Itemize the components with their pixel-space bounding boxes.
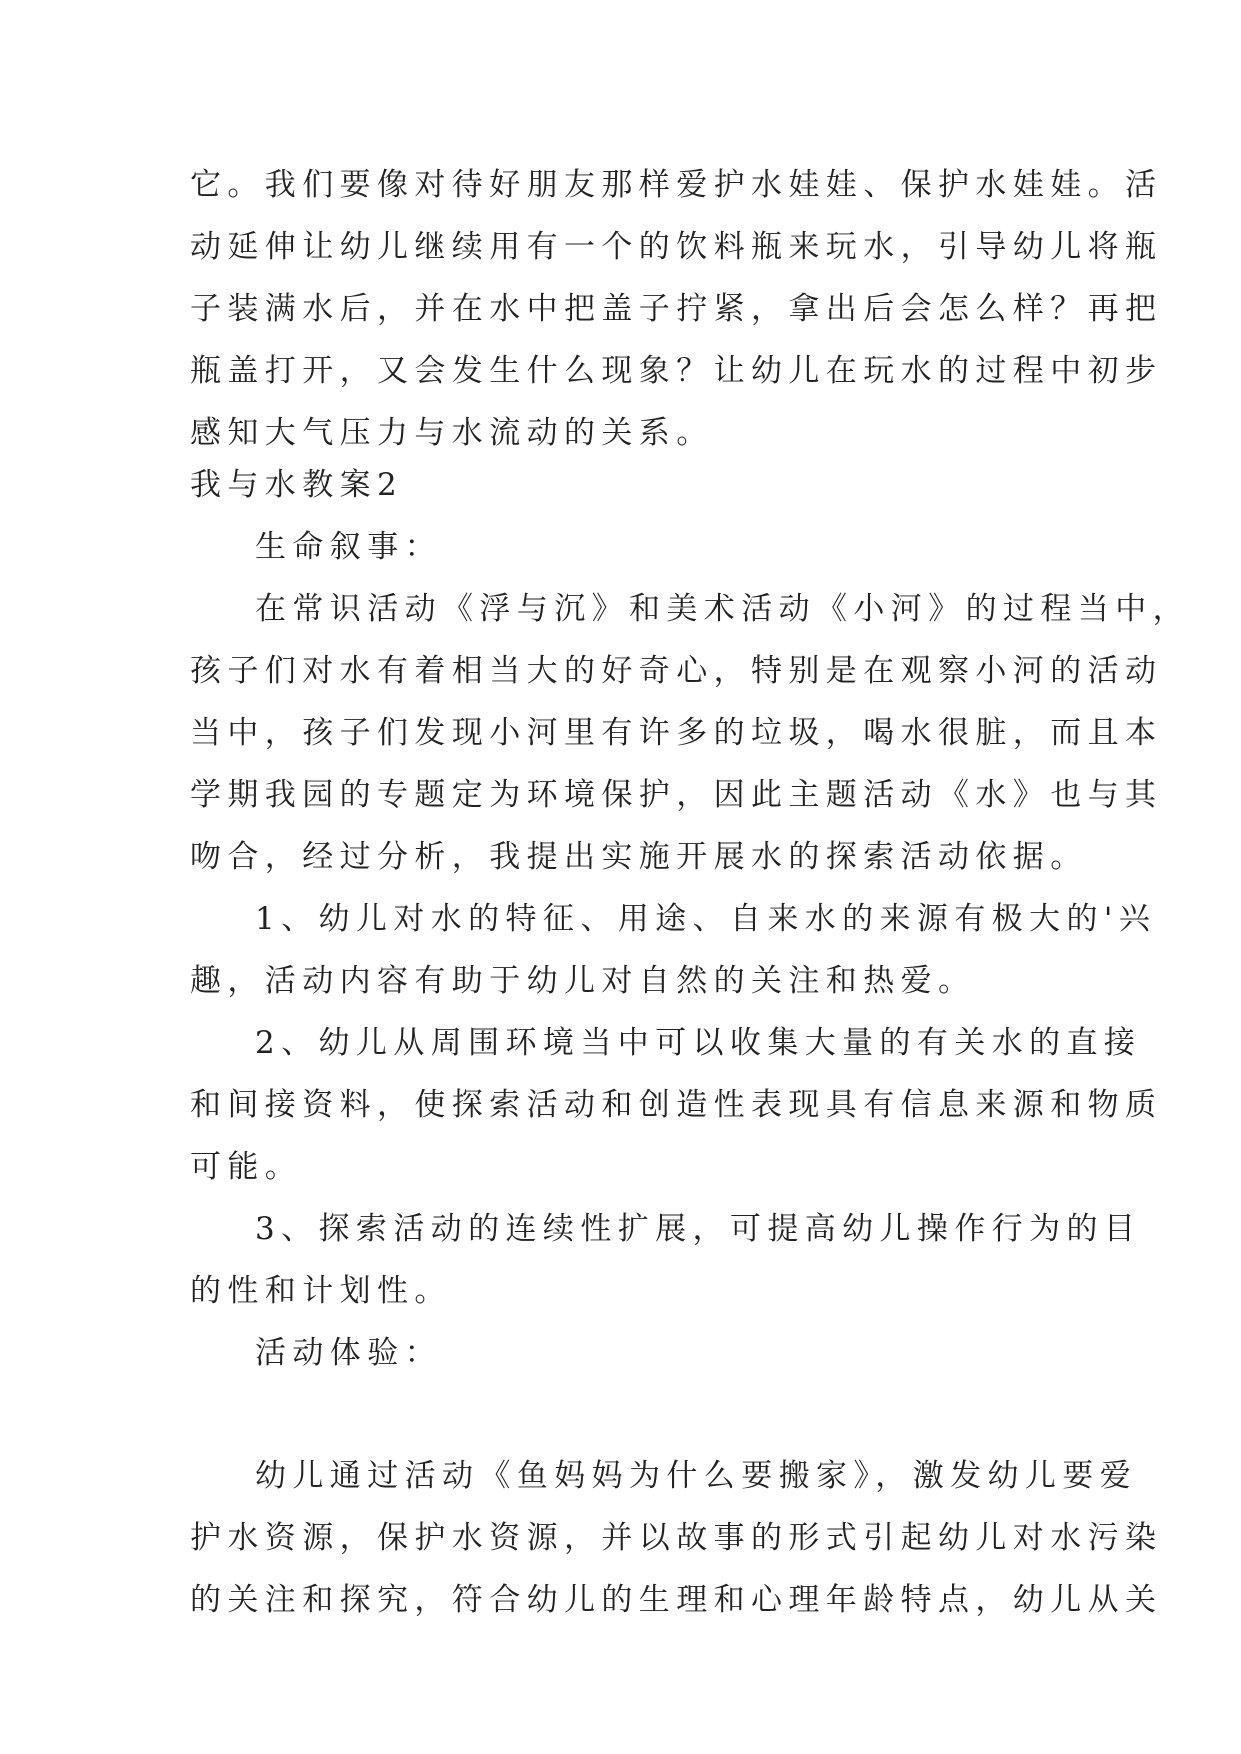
subheading: 生命叙事：	[255, 529, 442, 565]
text-line: 吻合，经过分析，我提出实施开展水的探索活动依据。	[190, 839, 1088, 875]
text-line: 幼儿通过活动《鱼妈妈为什么要搬家》，激发幼儿要爱	[255, 1458, 1138, 1494]
text-line: 孩子们对水有着相当大的好奇心，特别是在观察小河的活动	[190, 653, 1163, 689]
text-line: 2、幼儿从周围环境当中可以收集大量的有关水的直接	[255, 1025, 1142, 1061]
section-heading: 我与水教案2	[190, 467, 404, 503]
text-line: 感知大气压力与水流动的关系。	[190, 415, 714, 451]
text-line: 它。我们要像对待好朋友那样爱护水娃娃、保护水娃娃。活	[190, 167, 1163, 203]
text-line: 护水资源，保护水资源，并以故事的形式引起幼儿对水污染	[190, 1520, 1163, 1556]
text-line: 3、探索活动的连续性扩展，可提高幼儿操作行为的目	[255, 1211, 1142, 1247]
text-line: 的性和计划性。	[190, 1273, 452, 1309]
text-line: 趣，活动内容有助于幼儿对自然的关注和热爱。	[190, 963, 976, 999]
subheading: 活动体验：	[255, 1335, 442, 1371]
text-line: 瓶盖打开，又会发生什么现象？让幼儿在玩水的过程中初步	[190, 353, 1163, 389]
text-line: 可能。	[190, 1149, 303, 1185]
text-line: 动延伸让幼儿继续用有一个的饮料瓶来玩水，引导幼儿将瓶	[190, 229, 1163, 265]
text-line: 1、幼儿对水的特征、用途、自来水的来源有极大的'兴	[255, 901, 1157, 937]
text-line: 子装满水后，并在水中把盖子拧紧，拿出后会怎么样？再把	[190, 291, 1163, 327]
text-line: 的关注和探究，符合幼儿的生理和心理年龄特点，幼儿从关	[190, 1582, 1163, 1618]
text-line: 学期我园的专题定为环境保护，因此主题活动《水》也与其	[190, 777, 1163, 813]
text-line: 和间接资料，使探索活动和创造性表现具有信息来源和物质	[190, 1087, 1163, 1123]
text-line: 在常识活动《浮与沉》和美术活动《小河》的过程当中，	[255, 591, 1190, 627]
text-line: 当中，孩子们发现小河里有许多的垃圾，喝水很脏，而且本	[190, 715, 1163, 751]
